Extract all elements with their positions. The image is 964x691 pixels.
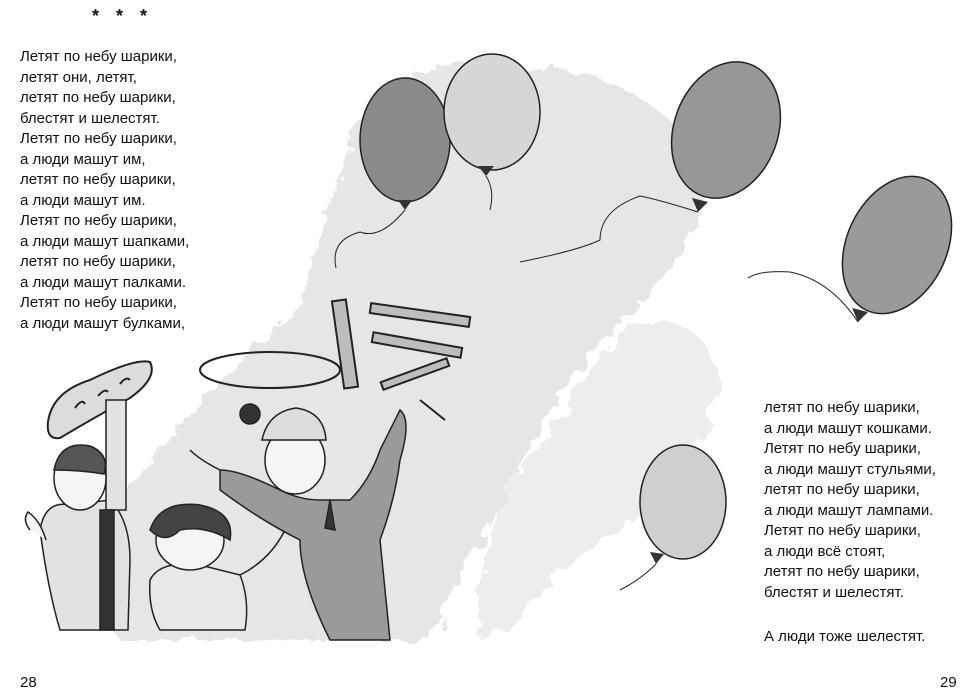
poem-line: а люди машут стульями, [764, 460, 936, 478]
balloon-body [360, 78, 450, 202]
poem-line: летят по небу шарики, [764, 399, 920, 416]
bread-loaf [48, 361, 152, 438]
poem-line: а люди машут лампами. [764, 501, 934, 519]
poem-line: летят по небу шарики, [20, 89, 176, 106]
balloon-body [640, 445, 726, 559]
poem-line: Летят по небу шарики, [20, 212, 177, 229]
poem-line: летят по небу шарики, [20, 171, 176, 188]
poem-line: а люди всё стоят, [764, 542, 886, 560]
page-number-right: 29 [940, 674, 957, 691]
poem-line: Летят по небу шарики, [764, 440, 921, 457]
poem-line: а люди машут им, [20, 150, 146, 168]
section-stars: * * * [92, 6, 154, 26]
poem-line: летят по небу шарики, [764, 563, 920, 580]
poem-final-line: А люди тоже шелестят. [764, 628, 926, 645]
poem-stanza-left [20, 47, 189, 334]
poem-stanza-right [764, 398, 936, 603]
poem-line: Летят по небу шарики, [20, 48, 177, 65]
person [25, 400, 130, 630]
balloon-body [821, 159, 964, 332]
poem-line: Летят по небу шарики, [20, 294, 177, 311]
poem-line: а люди машут шапками, [20, 232, 190, 250]
poem-line: Летят по небу шарики, [20, 130, 177, 147]
poem-line: летят по небу шарики, [20, 253, 176, 270]
poem-line: а люди машут кошками. [764, 419, 932, 437]
poem-line: летят по небу шарики, [764, 481, 920, 498]
poem-line: Летят по небу шарики, [764, 522, 921, 539]
poem-line: блестят и шелестят. [764, 583, 904, 601]
poem-line: а люди машут палками. [20, 273, 187, 291]
page-number-left: 28 [20, 674, 37, 691]
poem-line: блестят и шелестят. [20, 109, 160, 127]
poem-line: а люди машут им. [20, 191, 146, 209]
balloon-body [444, 54, 540, 170]
balloon [748, 159, 964, 332]
poem-line: а люди машут булками, [20, 314, 185, 332]
poem-line: летят они, летят, [20, 68, 137, 86]
